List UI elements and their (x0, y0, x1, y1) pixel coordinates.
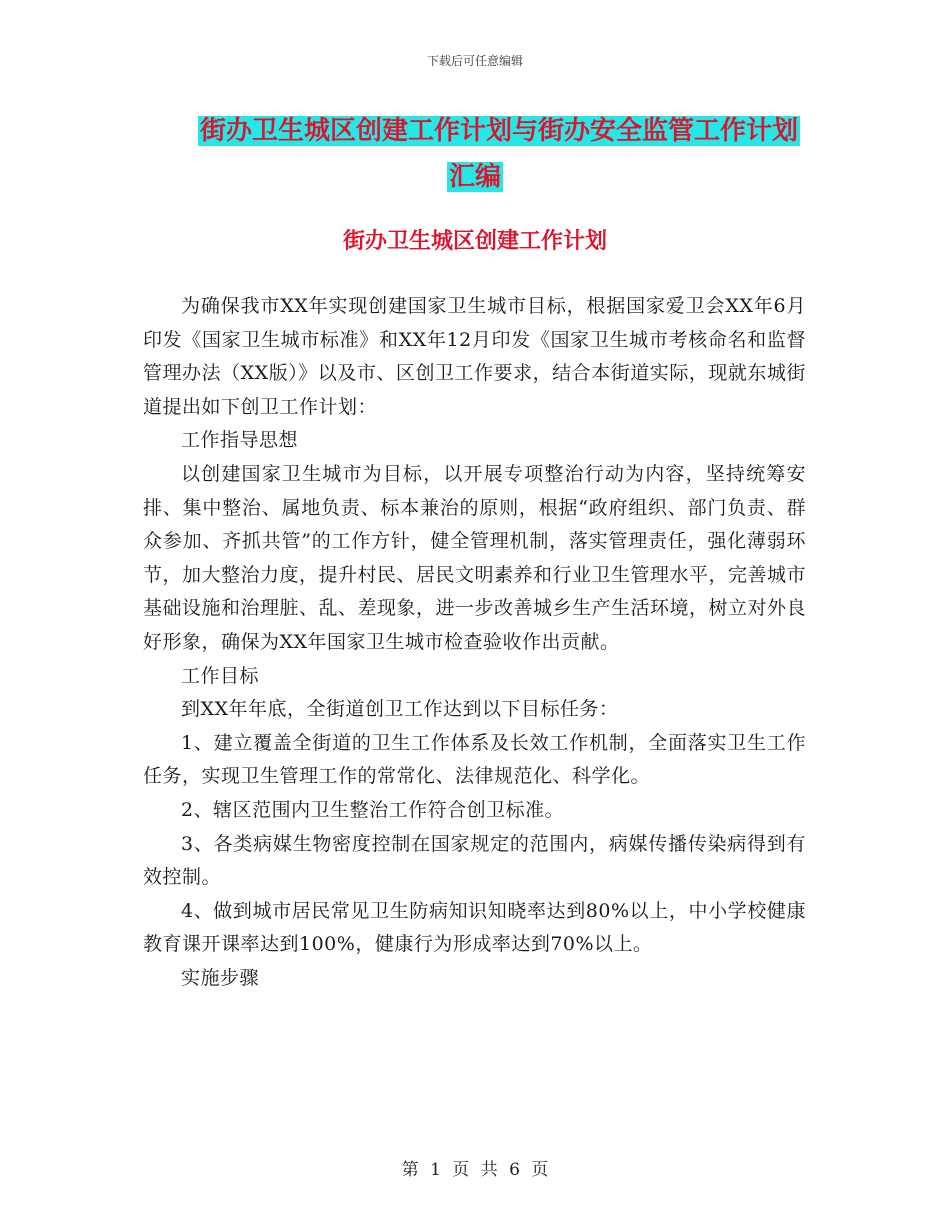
paragraph: 3、各类病媒生物密度控制在国家规定的范围内，病媒传播传染病得到有效控制。 (143, 832, 806, 889)
paragraph: 实施步骤 (181, 966, 260, 989)
document-title-line2: 汇编 (448, 162, 501, 192)
paragraph: 4、做到城市居民常见卫生防病知识知晓率达到80%以上，中小学校健康教育课开课率达到100%，健康行为形成率达到70%以上。 (143, 899, 806, 956)
paragraph: 到XX年年底，全街道创卫工作达到以下目标任务： (181, 698, 619, 721)
document-title (150, 108, 800, 200)
document-title-line1: 街办卫生城区创建工作计划与街办安全监管工作计划 (200, 116, 799, 146)
paragraph: 2、辖区范围内卫生整治工作符合创卫标准。 (181, 798, 565, 821)
document-body (143, 290, 806, 995)
section-title: 街办卫生城区创建工作计划 (342, 228, 607, 254)
header-note: 下载后可任意编辑 (426, 54, 523, 68)
page-footer: 第 1 页 共 6 页 (401, 1160, 549, 1180)
paragraph: 工作目标 (181, 664, 260, 687)
paragraph: 1、建立覆盖全街道的卫生工作体系及长效工作机制，全面落实卫生工作任务，实现卫生管理工作的常常化、法律规范化、科学化。 (143, 731, 806, 788)
paragraph: 为确保我市XX年实现创建国家卫生城市目标，根据国家爱卫会XX年6月印发《国家卫生城市标准》和XX年12月印发《国家卫生城市考核命名和监督管理办法（XX版）》以及市、区创卫工作要求，结合本街道实际，现就东城街道提出如下创卫工作计划： (143, 295, 806, 418)
paragraph: 工作指导思想 (181, 429, 299, 452)
paragraph: 以创建国家卫生城市为目标，以开展专项整治行动为内容，坚持统筹安排、集中整治、属地负责、标本兼治的原则，根据“政府组织、部门负责、群众参加、齐抓共管”的工作方针，健全管理机制，落实管理责任，强化薄弱环节，加大整治力度，提升村民、居民文明素养和行业卫生管理水平，完善城市基础设施和治理脏、乱、差现象，进一步改善城乡生产生活环境，树立对外良好形象，确保为XX年国家卫生城市检查验收作出贡献。 (143, 462, 807, 653)
